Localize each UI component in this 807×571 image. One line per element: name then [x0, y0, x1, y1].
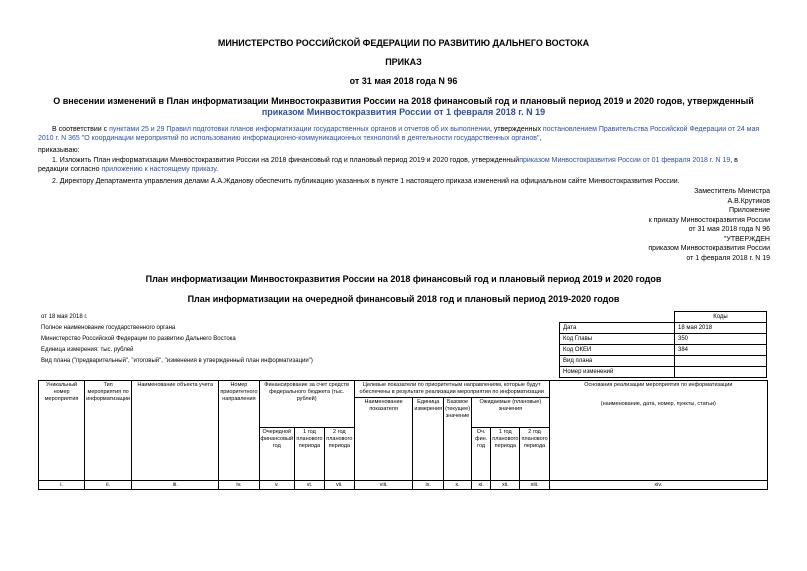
col-header-financing: Финансирование за счет средств федерального бюджета (тыс. рублей) — [259, 381, 354, 428]
column-index: ix. — [413, 481, 444, 490]
column-index: iv. — [219, 481, 259, 490]
paragraph-text: 1. Изложить План информатизации Минвостокразвития России на 2018 финансовый год и плановый период 2019 и 2020 годов, утвержденный — [52, 157, 520, 164]
col-header-priority: Номер приоритетного направления — [219, 381, 259, 481]
order-phrase: приказываю: — [38, 147, 80, 154]
meta-org-label: Полное наименование государственного органа — [41, 325, 176, 331]
col-header-type: Тип мероприятия по информатизации — [85, 381, 132, 481]
code-label: Номер изменений — [560, 367, 675, 378]
column-index: xiv. — [549, 481, 767, 490]
paragraph-item-1 — [38, 156, 768, 174]
col-header-target-unit: Единица измерения — [413, 398, 444, 481]
meta-org-name: Министерство Российской Федерации по развитию Дальнего Востока — [41, 336, 236, 342]
meta-date: от 18 мая 2018 г. — [41, 314, 88, 320]
col-header-basis — [549, 381, 767, 481]
code-value: 18 мая 2018 — [675, 323, 767, 334]
paragraph-text: , в редакции согласно — [38, 157, 738, 173]
appendix-label: Приложение — [728, 207, 770, 214]
signature-block — [648, 187, 770, 263]
column-index: vii. — [324, 481, 354, 490]
column-index: xi. — [472, 481, 491, 490]
code-label: Код Главы — [560, 334, 675, 345]
column-index: xii. — [491, 481, 520, 490]
paragraph-text: , — [539, 135, 542, 142]
meta-table — [38, 311, 767, 378]
code-value — [675, 356, 767, 367]
col-header-fin-year: Очередной финансовый год — [259, 428, 295, 481]
meta-unit: Единица измерения: тыс. рублей — [41, 347, 134, 353]
col-header-fin-plan1: 1 год планового периода — [295, 428, 325, 481]
appendix-date: от 31 мая 2018 года N 96 — [688, 226, 770, 233]
column-index: viii. — [354, 481, 413, 490]
plan-title: План информатизации Минвостокразвития России на 2018 финансовый год и плановый период 2019 и 2020 годов — [145, 274, 662, 284]
plan-meta — [38, 311, 767, 378]
appendix-ref: к приказу Минвостокразвития России — [648, 216, 770, 224]
order-date: от 31 мая 2018 года N 96 — [349, 76, 458, 86]
code-label: Код ОКЕИ — [560, 345, 675, 356]
rules-link[interactable]: пунктами 25 и 29 Правил подготовки планов информатизации государственных органов и отчетов об их выполнении — [109, 126, 491, 133]
col-header-target-e2: 1 год планового периода — [491, 428, 520, 481]
order-19-link[interactable]: приказом Минвостокразвития России от 01 февраля 2018 г. N 19 — [519, 157, 731, 164]
order-title-text: О внесении изменений в План информатизации Минвостокразвития России на 2018 финансовый год и плановый период 2019 и 2020 годов, утвержденный — [53, 96, 754, 106]
code-label: Дата — [560, 323, 675, 334]
col-header-target-e3: 2 год планового периода — [520, 428, 549, 481]
paragraph-text: . — [216, 166, 219, 173]
col-header-target-base: Базовое (текущее) значение — [444, 398, 472, 481]
code-value: 350 — [675, 334, 767, 345]
column-index: i. — [39, 481, 85, 490]
column-index: vi. — [295, 481, 325, 490]
signature-name: А.В.Крутиков — [727, 197, 770, 205]
paragraph-text: В соответствии с — [52, 126, 110, 133]
column-index: ii. — [85, 481, 132, 490]
signature-position: Заместитель Министра — [694, 188, 770, 195]
col-header-targets: Целевые показатели по приоритетным направлениям, которые будут обеспечены в результате реализации мероприятия по информатизации — [354, 381, 549, 398]
plan-subtitle: План информатизации на очередной финансовый 2018 год и плановый период 2019-2020 годов — [187, 294, 620, 304]
ministry-heading: МИНИСТЕРСТВО РОССИЙСКОЙ ФЕДЕРАЦИИ ПО РАЗВИТИЮ ДАЛЬНЕГО ВОСТОКА — [217, 38, 590, 48]
approved-label: "УТВЕРЖДЕН — [723, 235, 770, 243]
basis-subtitle: (наименование, дата, номер, пункты, статьи) — [600, 401, 716, 407]
paragraph-item-2: 2. Директору Департамента управления делами А.А.Жданову обеспечить публикацию указанных в пункте 1 настоящего приказа изменений на официальном сайте Минвостокразвития России. — [52, 178, 680, 185]
code-value — [675, 367, 767, 378]
plan-table-wrapper — [38, 380, 768, 490]
col-header-number: Уникальный номер мероприятия — [39, 381, 85, 481]
column-index: xiii. — [520, 481, 549, 490]
col-header-target-e1: Оч. фин. год — [472, 428, 491, 481]
order-title — [0, 96, 807, 118]
appendix-link[interactable]: приложению к настоящему приказу — [101, 166, 217, 173]
doc-type-heading: ПРИКАЗ — [385, 57, 422, 67]
approved-ref: приказом Минвостокразвития России — [648, 245, 770, 252]
col-header-fin-plan2: 2 год планового периода — [324, 428, 354, 481]
government-decree-link[interactable]: постановлением Правительства Российской Федерации от 24 мая 2010 г. N 365 "О координации мероприятий по использованию информационно-коммуникационных технологий в деятельности государственных органов" — [38, 126, 760, 142]
table-row — [39, 481, 768, 490]
plan-table — [38, 380, 768, 490]
code-label: Вид плана — [560, 356, 675, 367]
codes-header: Коды — [675, 312, 767, 323]
column-index: iii. — [132, 481, 219, 490]
order-title-link[interactable]: приказом Минвостокразвития России от 1 февраля 2018 г. N 19 — [261, 107, 546, 117]
col-header-target-expected: Ожидаемые (плановые) значения — [472, 398, 550, 428]
meta-plan-kind: Вид плана ("предварительный", "итоговый", "изменения в утвержденный план информатизации") — [41, 358, 313, 364]
paragraph-basis — [38, 125, 768, 143]
basis-title: Основания реализации мероприятия по информатизации — [584, 382, 733, 388]
column-index: v. — [259, 481, 295, 490]
col-header-object: Наименование объекта учета — [132, 381, 219, 481]
col-header-target-name: Наименование показателя — [354, 398, 413, 481]
column-index: x. — [444, 481, 472, 490]
code-value: 384 — [675, 345, 767, 356]
paragraph-text: , утвержденных — [490, 126, 543, 133]
approved-date: от 1 февраля 2018 г. N 19 — [686, 254, 770, 262]
